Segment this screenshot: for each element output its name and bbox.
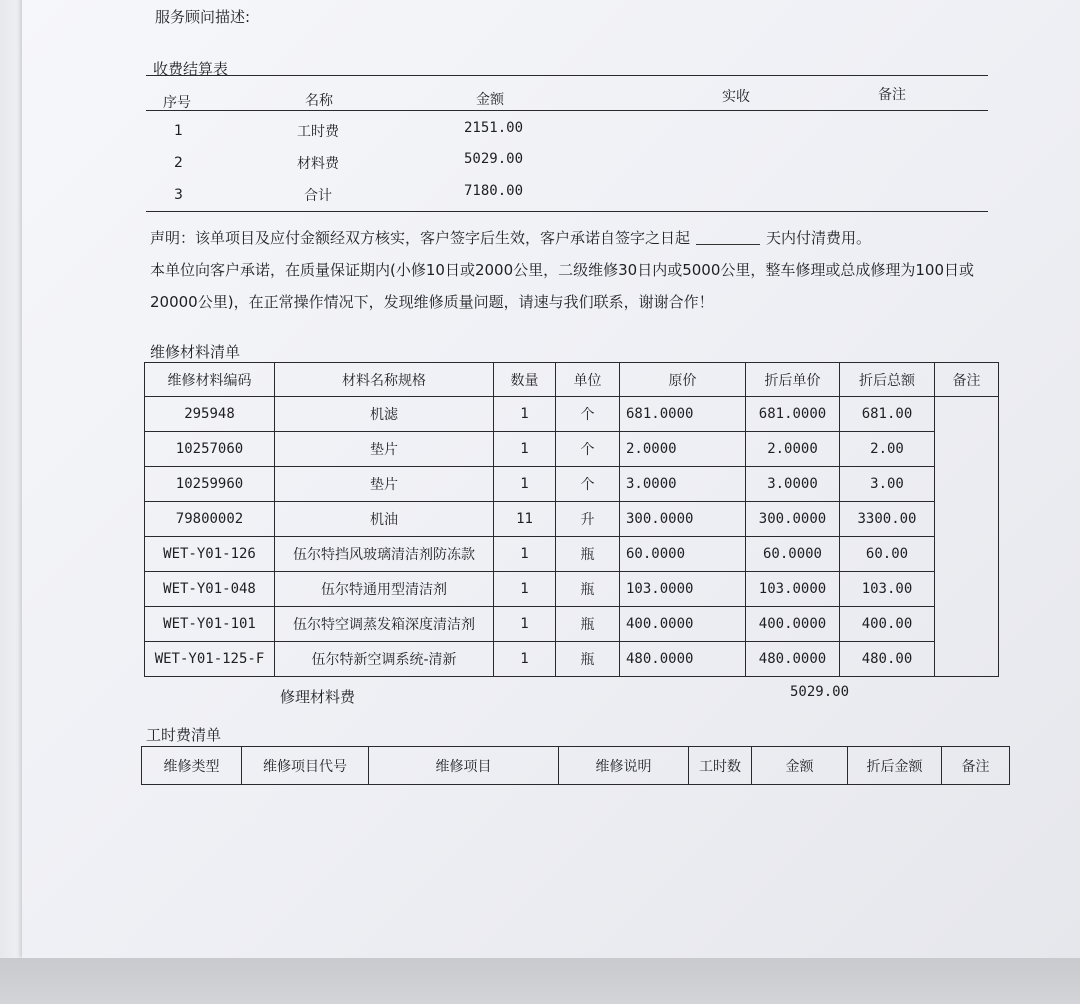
settlement-row-name: 材料费 xyxy=(297,156,339,172)
material-name: 伍尔特新空调系统-清新 xyxy=(275,642,494,677)
settlement-header-no: 序号 xyxy=(163,95,191,111)
material-price: 480.0000 xyxy=(620,642,746,677)
labor-title: 工时费清单 xyxy=(146,726,222,744)
material-price: 2.0000 xyxy=(620,432,746,467)
header-amount: 金额 xyxy=(752,747,848,785)
material-name: 垫片 xyxy=(275,467,494,502)
labor-table xyxy=(141,746,1010,785)
table-row xyxy=(145,397,999,432)
material-qty: 1 xyxy=(494,642,556,677)
materials-header-row xyxy=(145,363,999,397)
material-qty: 1 xyxy=(494,537,556,572)
material-code: WET-Y01-101 xyxy=(145,607,275,642)
material-price: 60.0000 xyxy=(620,537,746,572)
settlement-row-name: 工时费 xyxy=(297,124,339,140)
settlement-bottom-rule xyxy=(146,211,988,212)
table-row xyxy=(145,432,999,467)
desk-surface xyxy=(0,958,1080,1004)
material-price: 681.0000 xyxy=(620,397,746,432)
material-price: 400.0000 xyxy=(620,607,746,642)
settlement-header-rule xyxy=(146,110,988,111)
material-code: 79800002 xyxy=(145,502,275,537)
statement-text-b: 天内付清费用。 xyxy=(766,229,872,247)
table-row xyxy=(145,502,999,537)
settlement-header-name: 名称 xyxy=(305,93,333,109)
material-unit: 瓶 xyxy=(556,537,620,572)
settlement-row-amount: 2151.00 xyxy=(464,120,524,136)
material-name: 伍尔特通用型清洁剂 xyxy=(275,572,494,607)
material-disc-price: 2.0000 xyxy=(746,432,840,467)
material-disc-total: 400.00 xyxy=(840,607,935,642)
table-row xyxy=(145,537,999,572)
header-discount-total: 折后总额 xyxy=(840,363,935,397)
settlement-header-amount: 金额 xyxy=(476,92,504,108)
material-code: 10257060 xyxy=(145,432,275,467)
header-discount-price: 折后单价 xyxy=(746,363,840,397)
material-name: 垫片 xyxy=(275,432,494,467)
material-qty: 1 xyxy=(494,572,556,607)
material-disc-total: 103.00 xyxy=(840,572,935,607)
material-qty: 1 xyxy=(494,467,556,502)
material-code: WET-Y01-125-F xyxy=(145,642,275,677)
table-row xyxy=(145,467,999,502)
header-hours: 工时数 xyxy=(689,747,752,785)
header-discount-amount: 折后金额 xyxy=(848,747,942,785)
material-unit: 升 xyxy=(556,502,620,537)
material-fee-label: 修理材料费 xyxy=(280,688,356,706)
table-row xyxy=(145,572,999,607)
material-remark-cell xyxy=(935,397,999,677)
material-fee-value: 5029.00 xyxy=(790,684,850,700)
header-remark: 备注 xyxy=(942,747,1010,785)
material-disc-price: 103.0000 xyxy=(746,572,840,607)
settlement-row-amount: 5029.00 xyxy=(464,151,524,167)
settlement-row-amount: 7180.00 xyxy=(464,183,524,199)
header-repair-description: 维修说明 xyxy=(559,747,689,785)
header-unit: 单位 xyxy=(556,363,620,397)
settlement-top-rule xyxy=(146,75,988,76)
material-price: 3.0000 xyxy=(620,467,746,502)
material-disc-total: 2.00 xyxy=(840,432,935,467)
settlement-header-remark: 备注 xyxy=(878,87,906,103)
material-unit: 个 xyxy=(556,467,620,502)
material-code: 10259960 xyxy=(145,467,275,502)
days-blank xyxy=(696,244,760,245)
materials-table xyxy=(144,362,999,677)
settlement-row-name: 合计 xyxy=(304,188,332,204)
material-price: 300.0000 xyxy=(620,502,746,537)
material-unit: 个 xyxy=(556,432,620,467)
material-name: 机滤 xyxy=(275,397,494,432)
material-qty: 1 xyxy=(494,432,556,467)
material-unit: 瓶 xyxy=(556,642,620,677)
material-code: 295948 xyxy=(145,397,275,432)
material-disc-total: 60.00 xyxy=(840,537,935,572)
table-row xyxy=(145,642,999,677)
labor-header-row xyxy=(142,747,1010,785)
material-disc-price: 681.0000 xyxy=(746,397,840,432)
header-repair-type: 维修类型 xyxy=(142,747,242,785)
material-disc-price: 60.0000 xyxy=(746,537,840,572)
statement-line-3: 20000公里)，在正常操作情况下，发现维修质量问题，请速与我们联系，谢谢合作！ xyxy=(150,293,714,311)
statement-line-2: 本单位向客户承诺，在质量保证期内(小修10日或2000公里，二级维修30日内或5000公里，整车修理或总成修理为100日或 xyxy=(150,261,975,279)
material-qty: 11 xyxy=(494,502,556,537)
material-unit: 个 xyxy=(556,397,620,432)
material-name: 机油 xyxy=(275,502,494,537)
material-disc-price: 300.0000 xyxy=(746,502,840,537)
settlement-row-no: 1 xyxy=(174,123,183,139)
statement-line-1 xyxy=(150,227,871,248)
header-original-price: 原价 xyxy=(620,363,746,397)
material-unit: 瓶 xyxy=(556,607,620,642)
material-disc-total: 3.00 xyxy=(840,467,935,502)
material-qty: 1 xyxy=(494,397,556,432)
material-name: 伍尔特挡风玻璃清洁剂防冻款 xyxy=(275,537,494,572)
advisor-description-label: 服务顾问描述: xyxy=(155,8,251,26)
statement-text-a: 声明：该单项目及应付金额经双方核实，客户签字后生效，客户承诺自签字之日起 xyxy=(150,229,691,247)
material-disc-price: 400.0000 xyxy=(746,607,840,642)
material-name: 伍尔特空调蒸发箱深度清洁剂 xyxy=(275,607,494,642)
header-material-name: 材料名称规格 xyxy=(275,363,494,397)
table-row xyxy=(145,607,999,642)
material-unit: 瓶 xyxy=(556,572,620,607)
header-quantity: 数量 xyxy=(494,363,556,397)
header-repair-item: 维修项目 xyxy=(369,747,559,785)
settlement-title: 收费结算表 xyxy=(153,60,229,78)
material-disc-total: 3300.00 xyxy=(840,502,935,537)
material-disc-total: 681.00 xyxy=(840,397,935,432)
material-disc-price: 480.0000 xyxy=(746,642,840,677)
material-disc-total: 480.00 xyxy=(840,642,935,677)
settlement-row-no: 3 xyxy=(174,187,183,203)
header-remark: 备注 xyxy=(935,363,999,397)
material-qty: 1 xyxy=(494,607,556,642)
material-disc-price: 3.0000 xyxy=(746,467,840,502)
material-price: 103.0000 xyxy=(620,572,746,607)
settlement-row-no: 2 xyxy=(174,155,183,171)
header-material-code: 维修材料编码 xyxy=(145,363,275,397)
header-item-code: 维修项目代号 xyxy=(242,747,369,785)
materials-title: 维修材料清单 xyxy=(150,343,241,361)
material-code: WET-Y01-048 xyxy=(145,572,275,607)
settlement-header-received: 实收 xyxy=(722,89,750,105)
material-code: WET-Y01-126 xyxy=(145,537,275,572)
